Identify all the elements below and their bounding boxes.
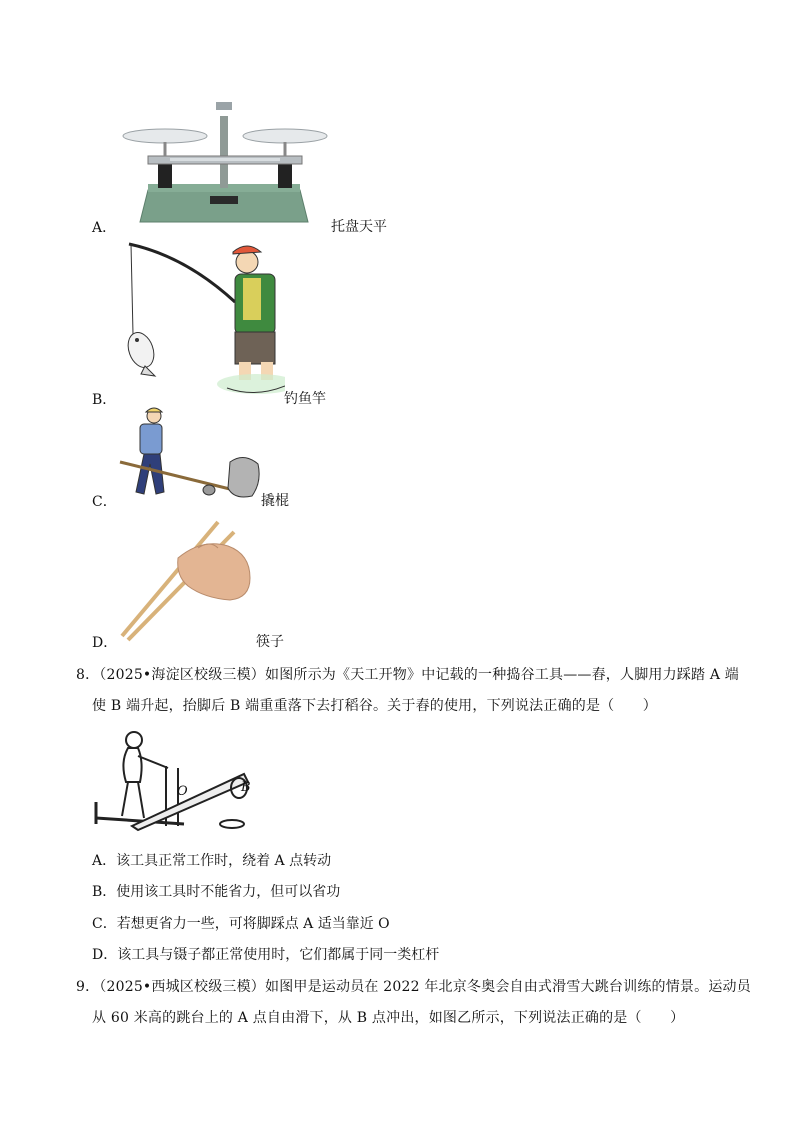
question-9-line-1: 9．（2025•西城区校级三模）如图甲是运动员在 2022 年北京冬奥会自由式滑雪大跳台训练的情景。运动员 (76, 979, 751, 995)
question-8-line-1: 8．（2025•海淀区校级三模）如图所示为《天工开物》中记载的一种捣谷工具——舂，人脚用力踩踏 A 端 (76, 667, 740, 683)
question-9-line-2: 从 60 米高的跳台上的 A 点自由滑下，从 B 点冲出，如图乙所示，下列说法正确的是（ ） (92, 1010, 685, 1026)
question-8-line-2: 使 B 端升起，抬脚后 B 端重重落下去打稻谷。关于舂的使用，下列说法正确的是（ ） (92, 698, 657, 714)
option-b-letter: B． (92, 392, 117, 408)
option-d-caption: 筷子 (256, 634, 284, 650)
question-8-option-d[interactable]: D．该工具与镊子都正常使用时，它们都属于同一类杠杆 (92, 947, 440, 963)
fishing-rod-image (115, 238, 285, 400)
question-8-option-b[interactable]: B．使用该工具时不能省力，但可以省功 (92, 884, 341, 900)
pestle-tool-image (92, 722, 260, 836)
figure-label-b: B (241, 780, 251, 795)
option-c-caption: 撬棍 (261, 493, 289, 509)
question-8-option-a[interactable]: A．该工具正常工作时，绕着 A 点转动 (92, 853, 332, 869)
crowbar-image (114, 406, 264, 502)
option-a-letter: A． (92, 220, 117, 236)
option-b-caption: 钓鱼竿 (284, 391, 326, 407)
figure-label-o: O (177, 784, 188, 799)
balance-scale-image (118, 98, 330, 226)
question-8-option-c[interactable]: C．若想更省力一些，可将脚踩点 A 适当靠近 O (92, 916, 390, 932)
option-c-letter: C． (92, 494, 117, 510)
chopsticks-image (118, 518, 252, 642)
option-a-caption: 托盘天平 (331, 219, 387, 235)
option-d-letter: D． (92, 635, 118, 651)
